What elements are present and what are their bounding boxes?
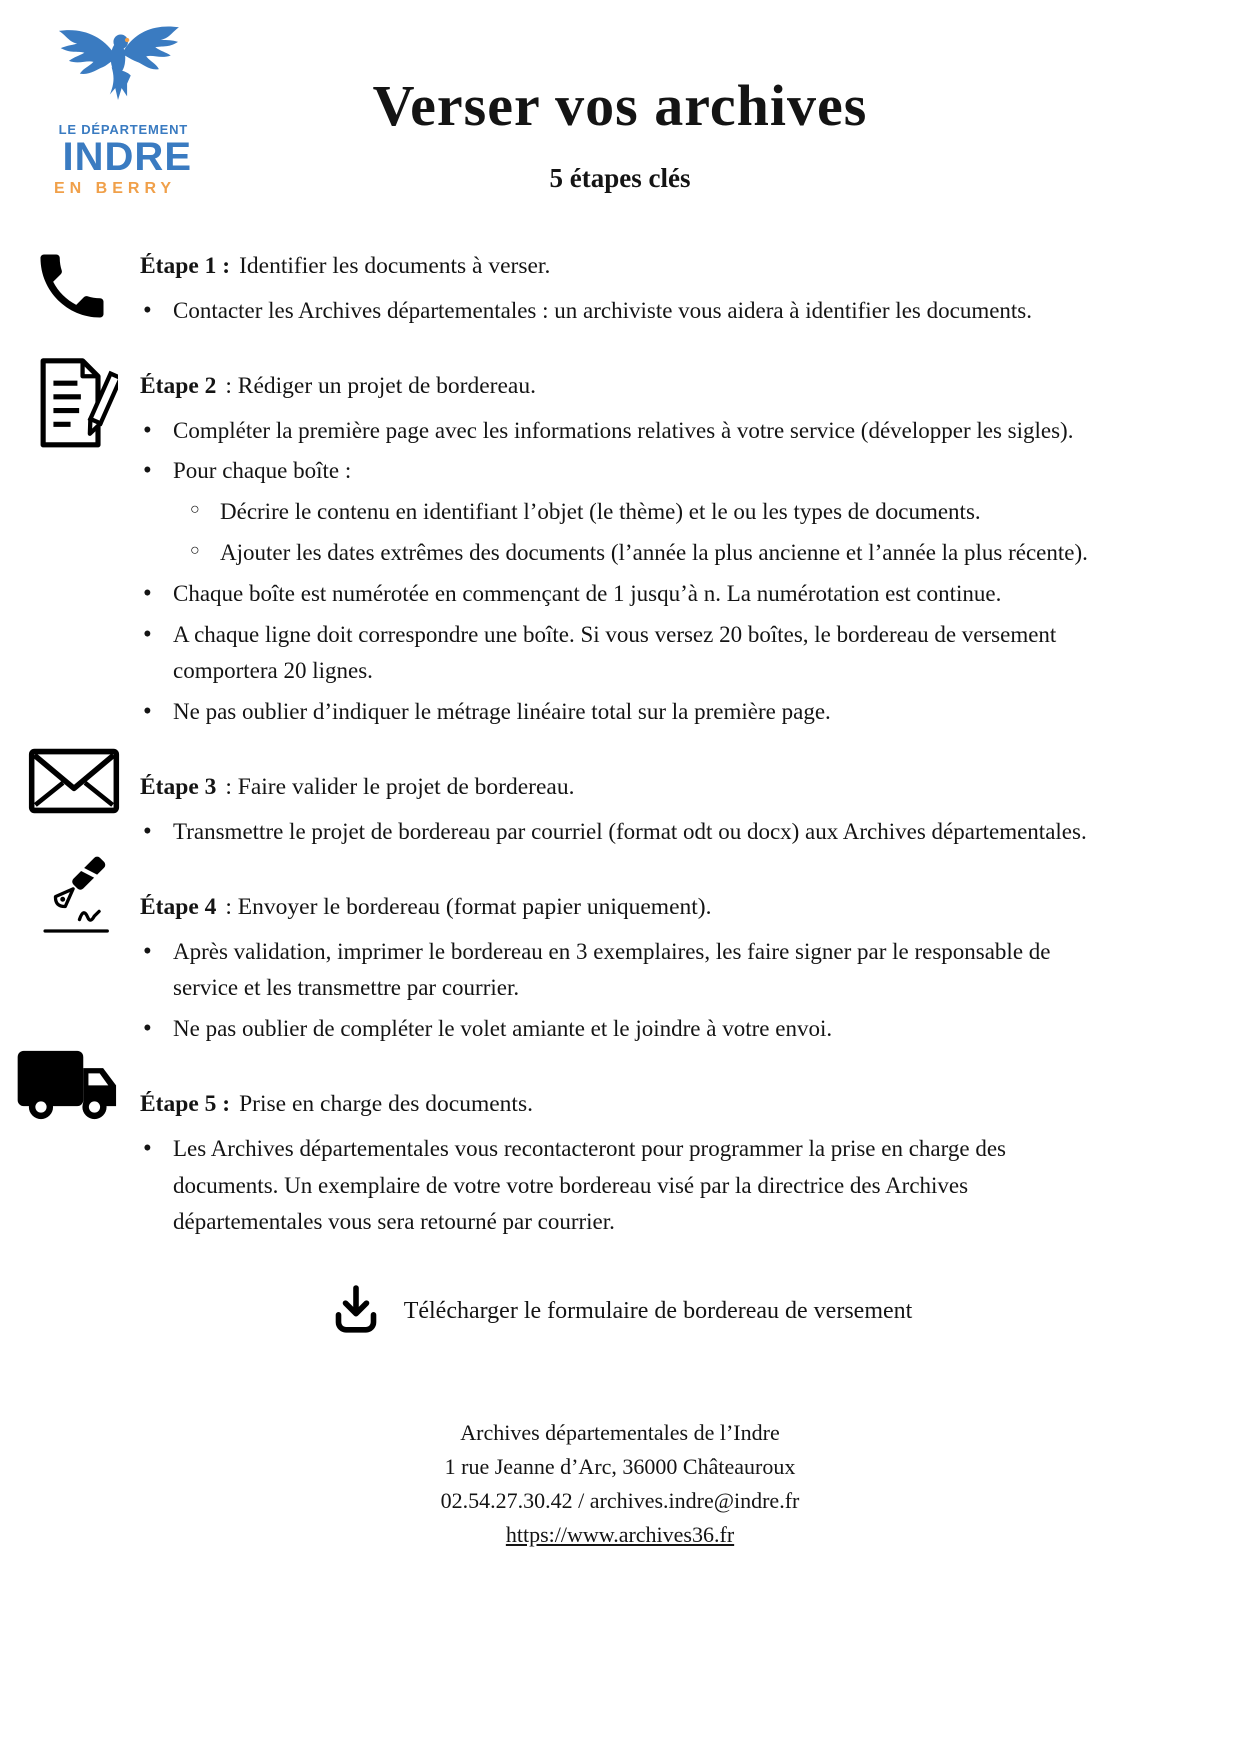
step-title: Prise en charge des documents. bbox=[239, 1090, 533, 1117]
logo-department-label: LE DÉPARTEMENT bbox=[58, 122, 188, 137]
truck-icon bbox=[14, 1044, 118, 1131]
page-title: Verser vos archives bbox=[372, 73, 868, 138]
page-subtitle: 5 étapes clés bbox=[549, 163, 691, 193]
step-heading bbox=[140, 891, 1185, 924]
bullet-item: • Ne pas oublier de compléter le volet amiante et le joindre à votre envoi. bbox=[140, 1011, 1115, 1048]
bullet-item: • Contacter les Archives départementales : un archiviste vous aidera à identifier les documents. bbox=[140, 293, 1115, 330]
step-heading bbox=[140, 370, 1185, 403]
step-title: : Faire valider le projet de bordereau. bbox=[225, 773, 575, 800]
step-label: Étape 1 : bbox=[140, 253, 231, 279]
footer-address: 1 rue Jeanne d’Arc, 36000 Châteauroux bbox=[444, 1454, 796, 1480]
step-label: Étape 2 bbox=[140, 372, 217, 399]
step-heading bbox=[140, 250, 1185, 283]
step-title: Identifier les documents à verser. bbox=[239, 253, 551, 279]
step-4-section bbox=[0, 891, 1240, 1048]
note-pencil-icon bbox=[30, 354, 118, 455]
bullet-item: • A chaque ligne doit correspondre une boîte. Si vous versez 20 boîtes, le bordereau de versement comportera 20 lignes. bbox=[140, 617, 1115, 691]
bullet-item: • Pour chaque boîte : bbox=[140, 453, 1115, 490]
bird-icon bbox=[42, 20, 194, 120]
step-heading bbox=[140, 1088, 1185, 1121]
step-label: Étape 3 bbox=[140, 773, 217, 800]
fountain-pen-icon bbox=[32, 853, 122, 942]
step-title: : Rédiger un projet de bordereau. bbox=[225, 372, 536, 399]
step-5-section bbox=[0, 1088, 1240, 1241]
step-label: Étape 4 bbox=[140, 893, 217, 920]
footer-org: Archives départementales de l’Indre bbox=[460, 1420, 780, 1446]
footer bbox=[0, 1416, 1240, 1552]
indre-logo bbox=[42, 20, 194, 198]
step-title: : Envoyer le bordereau (format papier uniquement). bbox=[225, 893, 712, 920]
step-heading bbox=[140, 771, 1185, 804]
phone-icon bbox=[30, 244, 114, 333]
download-label: Télécharger le formulaire de bordereau de versement bbox=[403, 1298, 913, 1325]
download-icon bbox=[328, 1281, 384, 1342]
step-2-section bbox=[0, 370, 1240, 731]
bullet-item: • Après validation, imprimer le bordereau en 3 exemplaires, les faire signer par le responsable de service et les transmettre par courrier. bbox=[140, 934, 1115, 1008]
steps-list bbox=[0, 250, 1240, 1241]
bullet-item: • Transmettre le projet de bordereau par courriel (format odt ou docx) aux Archives départementales. bbox=[140, 814, 1115, 851]
bullet-item: ○ Ajouter les dates extrêmes des documents (l’année la plus ancienne et l’année la plus récente). bbox=[187, 535, 1115, 572]
bullet-item: • Les Archives départementales vous recontacteront pour programmer la prise en charge des documents. Un exemplaire de votre votre bordereau visé par la directrice des Archives départementales vous sera retourné par courrier. bbox=[140, 1131, 1115, 1241]
bullet-item: • Compléter la première page avec les informations relatives à votre service (développer les sigles). bbox=[140, 413, 1115, 450]
footer-phone-email: 02.54.27.30.42 / archives.indre@indre.fr bbox=[440, 1488, 800, 1514]
logo-region: EN BERRY bbox=[54, 180, 177, 197]
step-3-section bbox=[0, 771, 1240, 851]
footer-website-link[interactable]: https://www.archives36.fr bbox=[505, 1522, 735, 1548]
envelope-icon bbox=[28, 747, 120, 820]
bullet-item: • Ne pas oublier d’indiquer le métrage linéaire total sur la première page. bbox=[140, 694, 1115, 731]
download-link[interactable] bbox=[0, 1281, 1240, 1342]
logo-name: INDRE bbox=[62, 135, 192, 179]
bullet-item: ○ Décrire le contenu en identifiant l’objet (le thème) et le ou les types de documents. bbox=[187, 494, 1115, 531]
step-label: Étape 5 : bbox=[140, 1090, 231, 1117]
step-1-section bbox=[0, 250, 1240, 330]
bullet-item: • Chaque boîte est numérotée en commençant de 1 jusqu’à n. La numérotation est continue. bbox=[140, 576, 1115, 613]
